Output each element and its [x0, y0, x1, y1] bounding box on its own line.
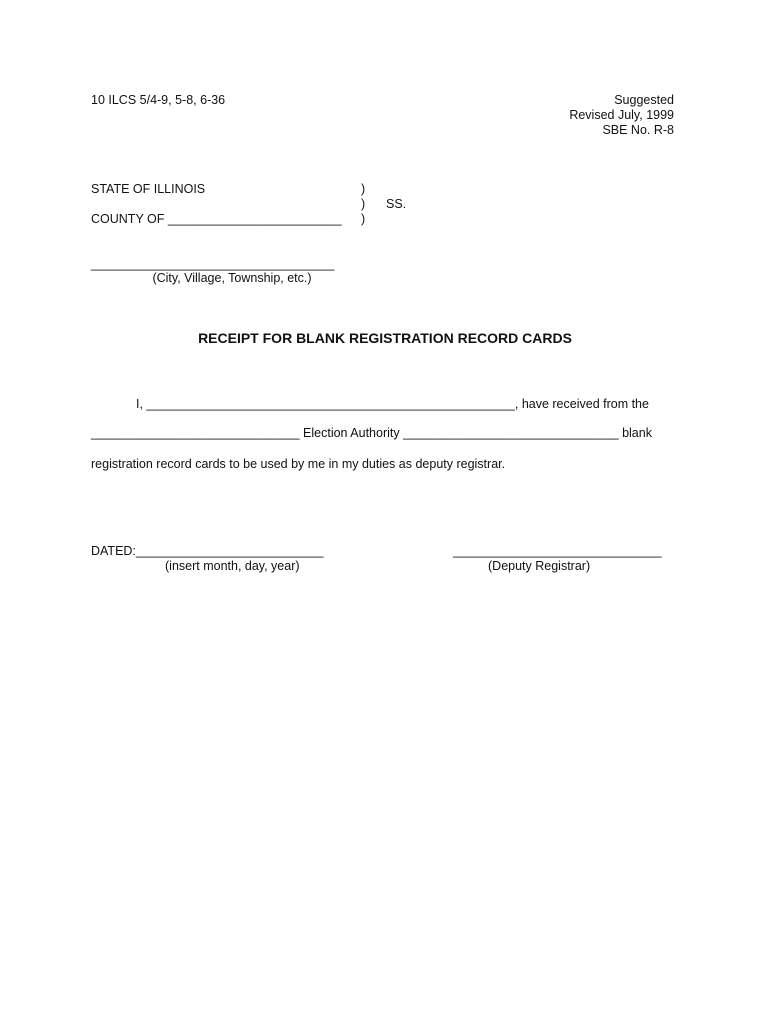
dated-field: DATED:___________________________ [91, 544, 324, 558]
state-label: STATE OF ILLINOIS [91, 182, 206, 196]
locality-caption: (City, Village, Township, etc.) [152, 271, 312, 285]
document-title: RECEIPT FOR BLANK REGISTRATION RECORD CARDS [198, 330, 572, 346]
ss-label: SS. [386, 197, 407, 211]
body-line-1: I, _____________________________________________________, have received from the [136, 397, 649, 411]
statute-reference: 10 ILCS 5/4-9, 5-8, 6-36 [91, 93, 226, 107]
venue-paren-1: ) [361, 182, 366, 196]
body-line-3: registration record cards to be used by me in my duties as deputy registrar. [91, 457, 506, 471]
suggested-label: Suggested [614, 93, 674, 107]
form-number: SBE No. R-8 [602, 123, 674, 137]
county-field: COUNTY OF _________________________ [91, 212, 342, 226]
venue-paren-3: ) [361, 212, 366, 226]
body-line-2: ______________________________ Election Authority _______________________________ blank [91, 426, 652, 440]
registrar-signature-line: ______________________________ [453, 544, 662, 558]
revision-date: Revised July, 1999 [569, 108, 674, 122]
venue-paren-2: ) [361, 197, 366, 211]
dated-caption: (insert month, day, year) [165, 559, 300, 573]
registrar-caption: (Deputy Registrar) [488, 559, 591, 573]
locality-line: ___________________________________ [91, 257, 335, 271]
